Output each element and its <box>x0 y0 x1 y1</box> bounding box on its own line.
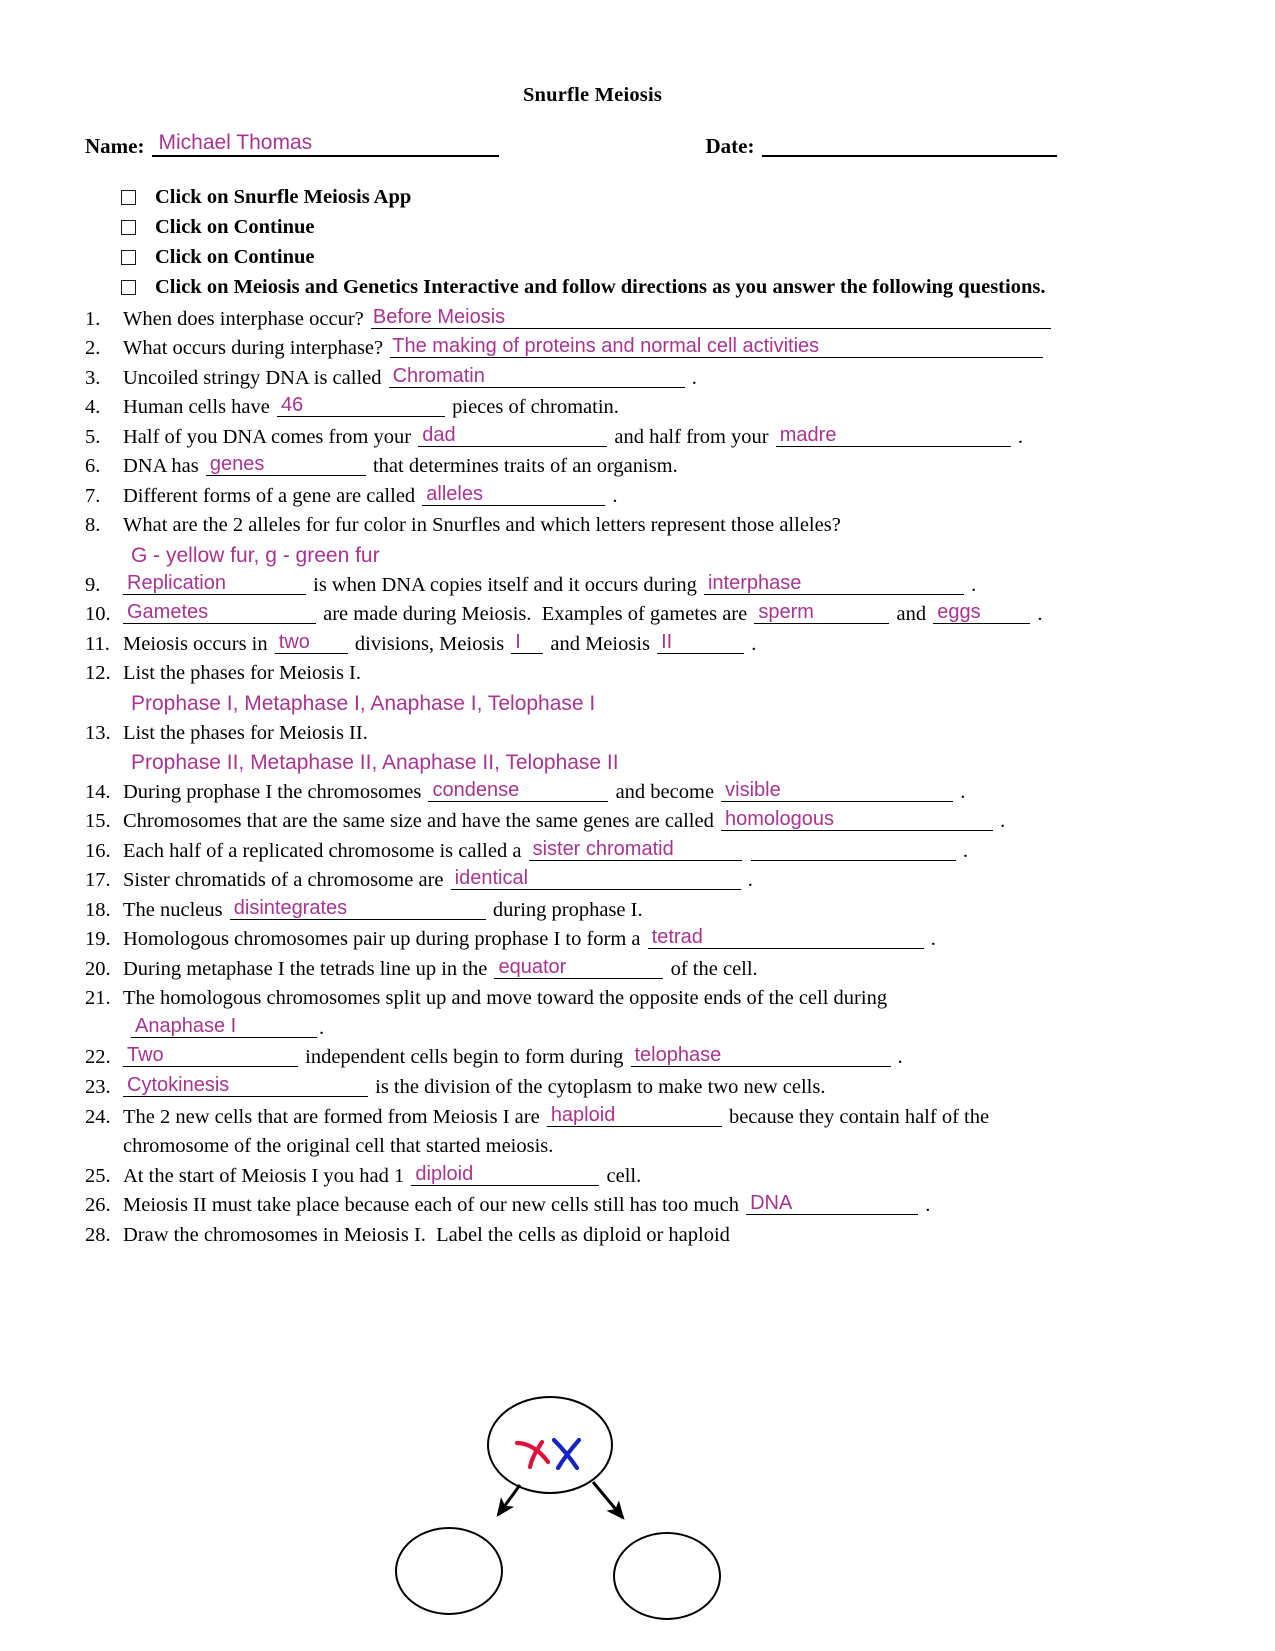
answer-value-lead: Gametes <box>127 601 209 624</box>
question-number: 28. <box>85 1223 111 1246</box>
question-4 <box>85 393 1090 423</box>
question-number: 23. <box>85 1075 111 1098</box>
question-suffix: . <box>747 869 753 892</box>
question-suffix: . <box>691 366 697 389</box>
answer-value: disintegrates <box>233 896 348 919</box>
parent-cell-oval <box>488 1397 612 1493</box>
question-text: are made during Meiosis. Examples of gametes are <box>323 603 748 626</box>
question-24-wrap: chromosome of the original cell that started meiosis. <box>123 1135 554 1158</box>
question-number: 5. <box>85 425 101 448</box>
question-suffix: . <box>897 1046 903 1069</box>
question-number: 21. <box>85 987 111 1010</box>
question-suffix: . <box>930 928 936 951</box>
answer-value: DNA <box>750 1192 793 1215</box>
question-26 <box>85 1191 1090 1221</box>
question-number: 3. <box>85 366 101 389</box>
daughter-cell-right-oval <box>614 1533 720 1619</box>
question-number: 1. <box>85 307 101 330</box>
answer-blank-21[interactable] <box>131 1016 317 1038</box>
checkbox-icon[interactable] <box>121 190 136 205</box>
question-text: List the phases for Meiosis I. <box>123 662 361 685</box>
answer-value-3: II <box>661 630 673 653</box>
answer-value: alleles <box>426 482 483 505</box>
name-date-row <box>85 129 1090 157</box>
name-value: Michael Thomas <box>158 131 313 154</box>
question-suffix: . <box>960 780 966 803</box>
question-21 <box>85 984 1090 1014</box>
question-suffix: of the cell. <box>670 957 758 980</box>
question-28 <box>85 1221 1090 1251</box>
answer-blank[interactable] <box>277 395 445 417</box>
answer-blank[interactable] <box>422 484 605 506</box>
answer-blank[interactable] <box>390 336 1043 358</box>
answer-value-2: madre <box>779 423 837 446</box>
question-number: 9. <box>85 573 101 596</box>
answer-value: homologous <box>724 808 834 831</box>
answer-value: 46 <box>281 394 304 417</box>
instruction-checklist <box>85 183 1090 303</box>
answer-blank[interactable] <box>631 1045 891 1067</box>
question-number: 20. <box>85 957 111 980</box>
answer-value: sperm <box>758 601 814 624</box>
answer-value: interphase <box>707 571 802 594</box>
question-suffix: . <box>1017 425 1023 448</box>
question-suffix: . <box>925 1194 931 1217</box>
answer-value: two <box>278 630 310 653</box>
question-text: Meiosis occurs in <box>123 632 268 655</box>
answer-blank[interactable] <box>648 927 924 949</box>
question-suffix: . <box>962 839 968 862</box>
question-number: 22. <box>85 1046 111 1069</box>
question-6 <box>85 452 1090 482</box>
answer-blank-lead[interactable] <box>123 602 316 624</box>
question-9 <box>85 571 1090 601</box>
answer-blank[interactable] <box>371 307 1051 329</box>
question-25 <box>85 1162 1090 1192</box>
question-text: Meiosis II must take place because each of our new cells still has too much <box>123 1194 739 1217</box>
answer-blank-2[interactable] <box>776 425 1011 447</box>
question-text: At the start of Meiosis I you had 1 <box>123 1164 405 1187</box>
answer-value: sister chromatid <box>532 837 674 860</box>
question-13 <box>85 719 1090 749</box>
answer-value: identical <box>454 867 529 890</box>
answer-blank[interactable] <box>428 780 608 802</box>
question-text: During metaphase I the tetrads line up in the <box>123 957 488 980</box>
question-24 <box>85 1103 1090 1162</box>
answer-value-lead: Two <box>127 1044 164 1067</box>
answer-value-2: visible <box>725 778 781 801</box>
daughter-cell-left-oval <box>396 1528 502 1614</box>
question-number: 24. <box>85 1105 111 1128</box>
name-field[interactable] <box>152 129 499 157</box>
question-text: The homologous chromosomes split up and move toward the opposite ends of the cell during <box>123 987 888 1010</box>
question-12 <box>85 659 1090 689</box>
question-mid: and half from your <box>614 425 769 448</box>
question-suffix: because they contain half of the <box>728 1105 990 1128</box>
question-mid-2: and Meiosis <box>550 632 650 655</box>
question-text: Different forms of a gene are called <box>123 484 416 507</box>
question-text: Uncoiled stringy DNA is called <box>123 366 382 389</box>
answer-value: condense <box>432 778 520 801</box>
question-7 <box>85 482 1090 512</box>
answer-value-2: eggs <box>937 601 981 624</box>
instruction-label: Click on Meiosis and Genetics Interactive and follow directions as you answer the following questions. <box>155 275 1046 298</box>
question-16 <box>85 837 1090 867</box>
question-number: 18. <box>85 898 111 921</box>
question-1 <box>85 305 1090 335</box>
question-text: DNA has <box>123 455 199 478</box>
question-22 <box>85 1043 1090 1073</box>
answer-blank-2[interactable] <box>751 839 956 861</box>
page-title: Snurfle Meiosis <box>522 84 663 106</box>
answer-value-lead: Cytokinesis <box>127 1073 230 1096</box>
answer-value: telophase <box>634 1044 722 1067</box>
question-mid: divisions, Meiosis <box>354 632 505 655</box>
instruction-label: Click on Continue <box>155 245 315 268</box>
list-item[interactable] <box>85 183 1090 213</box>
answer-blank[interactable] <box>754 602 889 624</box>
question-suffix: during prophase I. <box>492 898 643 921</box>
checkbox-icon[interactable] <box>121 280 136 295</box>
answer-blank-lead[interactable] <box>123 1045 298 1067</box>
question-5 <box>85 423 1090 453</box>
answer-blank[interactable] <box>494 957 663 979</box>
question-number: 26. <box>85 1194 111 1217</box>
answer-blank-2[interactable] <box>511 632 543 654</box>
answer-value: Before Meiosis <box>372 305 506 328</box>
answer-value: The making of proteins and normal cell activities <box>392 335 820 358</box>
question-15 <box>85 807 1090 837</box>
question-number: 19. <box>85 928 111 951</box>
answer-blank[interactable] <box>411 1164 599 1186</box>
question-number: 13. <box>85 721 111 744</box>
question-17 <box>85 866 1090 896</box>
question-text: Sister chromatids of a chromosome are <box>123 869 444 892</box>
question-list <box>85 305 1090 1250</box>
answer-blank[interactable] <box>529 839 742 861</box>
list-item[interactable] <box>85 213 1090 243</box>
answer-value-2: I <box>515 630 521 653</box>
answer-blank[interactable] <box>721 809 993 831</box>
question-number: 11. <box>85 632 110 655</box>
question-text: Homologous chromosomes pair up during prophase I to form a <box>123 928 641 951</box>
question-number: 2. <box>85 337 101 360</box>
question-number: 4. <box>85 396 101 419</box>
answer-blank[interactable] <box>746 1193 918 1215</box>
arrow-left <box>498 1485 520 1515</box>
answer-line-12[interactable]: Prophase I, Metaphase I, Anaphase I, Telophase I <box>131 691 596 715</box>
question-suffix: . <box>612 484 618 507</box>
answer-value-21: Anaphase I <box>135 1014 237 1037</box>
question-text: The nucleus <box>123 898 223 921</box>
answer-blank[interactable] <box>389 366 685 388</box>
question-number: 7. <box>85 484 101 507</box>
answer-blank[interactable] <box>230 898 486 920</box>
checkbox-icon[interactable] <box>121 250 136 265</box>
question-suffix: . <box>1000 810 1006 833</box>
answer-blank-lead[interactable] <box>123 1075 368 1097</box>
answer-blank[interactable] <box>451 868 741 890</box>
question-suffix: cell. <box>606 1164 642 1187</box>
meiosis-cell-diagram <box>380 1340 780 1640</box>
question-text: What are the 2 alleles for fur color in Snurfles and which letters represent those alleles? <box>123 514 841 537</box>
answer-value: equator <box>498 955 567 978</box>
instruction-label: Click on Continue <box>155 215 315 238</box>
question-number: 8. <box>85 514 101 537</box>
answer-value-lead: Replication <box>127 571 226 594</box>
arrow-right <box>593 1482 623 1518</box>
question-number: 6. <box>85 455 101 478</box>
answer-blank-2[interactable] <box>933 602 1030 624</box>
question-mid: and become <box>615 780 715 803</box>
question-14 <box>85 778 1090 808</box>
question-text: independent cells begin to form during <box>305 1046 624 1069</box>
question-suffix: . <box>751 632 757 655</box>
answer-blank[interactable] <box>547 1105 722 1127</box>
answer-value: tetrad <box>651 926 703 949</box>
answer-blank[interactable] <box>418 425 607 447</box>
question-text: Half of you DNA comes from your <box>123 425 412 448</box>
answer-blank-2[interactable] <box>721 780 953 802</box>
question-number: 14. <box>85 780 111 803</box>
answer-blank[interactable] <box>704 573 964 595</box>
question-18 <box>85 896 1090 926</box>
answer-value: genes <box>209 453 265 476</box>
question-2 <box>85 334 1090 364</box>
answer-value: Chromatin <box>392 364 485 387</box>
question-number: 17. <box>85 869 111 892</box>
question-23 <box>85 1073 1090 1103</box>
date-label: Date: <box>705 134 755 158</box>
answer-value: haploid <box>550 1103 616 1126</box>
answer-line-8[interactable]: G - yellow fur, g - green fur <box>131 543 380 567</box>
name-label: Name: <box>85 134 145 158</box>
question-19 <box>85 925 1090 955</box>
list-item[interactable] <box>85 243 1090 273</box>
question-text: When does interphase occur? <box>123 307 364 330</box>
question-text: List the phases for Meiosis II. <box>123 721 368 744</box>
question-suffix: . <box>319 1016 325 1039</box>
answer-line-21-row <box>85 1014 1090 1044</box>
answer-line-13[interactable]: Prophase II, Metaphase II, Anaphase II, Telophase II <box>131 751 619 775</box>
question-text: Draw the chromosomes in Meiosis I. Label the cells as diploid or haploid <box>123 1223 730 1246</box>
question-text: The 2 new cells that are formed from Meiosis I are <box>123 1105 540 1128</box>
question-number: 25. <box>85 1164 111 1187</box>
question-text: is when DNA copies itself and it occurs during <box>313 573 697 596</box>
question-suffix: . <box>1037 603 1043 626</box>
answer-value: diploid <box>415 1162 474 1185</box>
question-3 <box>85 364 1090 394</box>
question-11 <box>85 630 1090 660</box>
question-number: 16. <box>85 839 111 862</box>
list-item[interactable] <box>85 273 1090 303</box>
question-text: Each half of a replicated chromosome is called a <box>123 839 522 862</box>
question-number: 15. <box>85 810 111 833</box>
answer-blank-3[interactable] <box>657 632 744 654</box>
instruction-label: Click on Snurfle Meiosis App <box>155 186 412 208</box>
question-10 <box>85 600 1090 630</box>
question-number: 12. <box>85 662 111 685</box>
question-20 <box>85 955 1090 985</box>
question-number: 10. <box>85 603 111 626</box>
question-text: Human cells have <box>123 396 270 419</box>
question-suffix: . <box>971 573 977 596</box>
answer-blank-lead[interactable] <box>123 573 306 595</box>
question-suffix: that determines traits of an organism. <box>372 455 678 478</box>
question-mid: and <box>896 603 927 626</box>
question-text: Chromosomes that are the same size and have the same genes are called <box>123 810 714 833</box>
checkbox-icon[interactable] <box>121 220 136 235</box>
date-field[interactable] <box>762 129 1057 157</box>
answer-blank[interactable] <box>275 632 348 654</box>
question-8 <box>85 511 1090 541</box>
question-text: What occurs during interphase? <box>123 337 384 360</box>
question-text: is the division of the cytoplasm to make two new cells. <box>375 1075 826 1098</box>
document-body <box>85 84 1090 1250</box>
question-text: During prophase I the chromosomes <box>123 780 422 803</box>
answer-value: dad <box>422 423 456 446</box>
question-suffix: pieces of chromatin. <box>452 396 619 419</box>
answer-blank[interactable] <box>206 454 366 476</box>
